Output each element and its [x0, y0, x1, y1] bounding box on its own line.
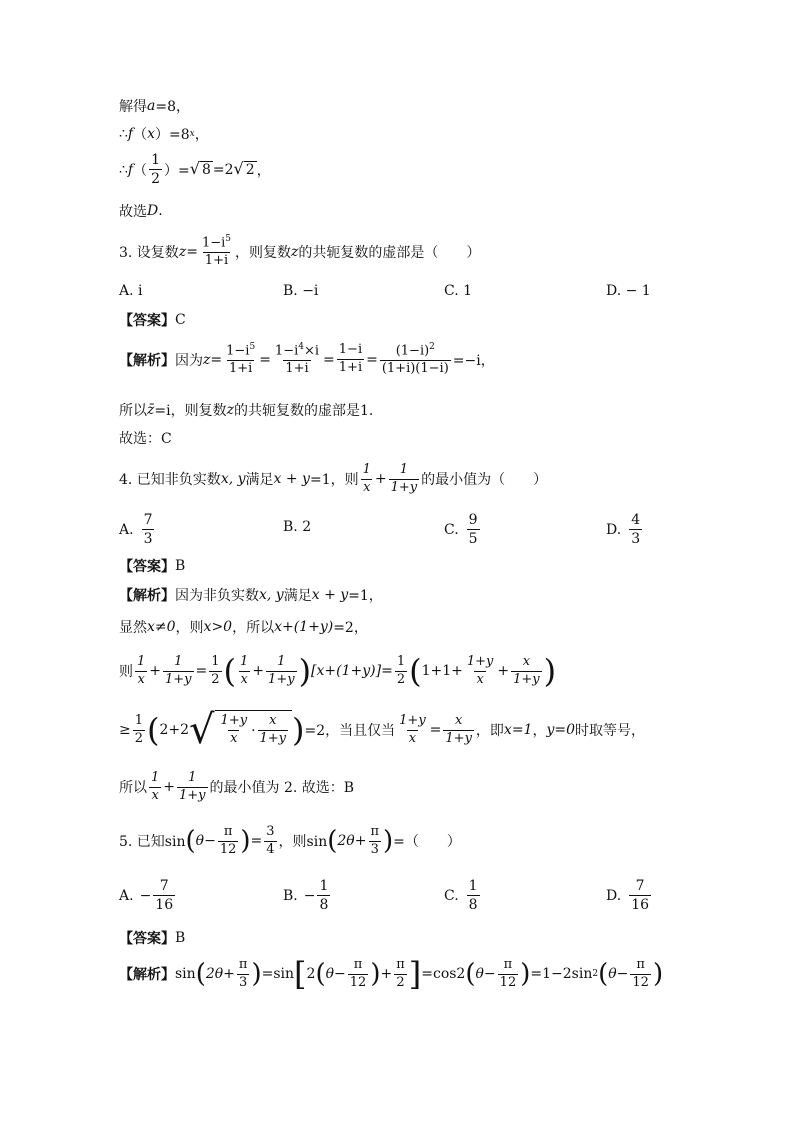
q5-option-b: [283, 878, 332, 913]
q5-answer: [119, 928, 185, 948]
text: 解得: [119, 99, 147, 115]
text: =i，则复数: [154, 403, 227, 419]
q5-option-c: [444, 878, 482, 913]
text: ，: [532, 723, 547, 739]
denominator: 2: [151, 171, 161, 188]
q3-solution: [119, 342, 495, 377]
var-z: z: [291, 243, 299, 260]
answer-tag: 【答案】: [119, 313, 175, 329]
text: =1−2sin: [530, 966, 593, 983]
left-paren: (: [465, 959, 476, 990]
left-paren: (: [409, 652, 422, 691]
fraction: [380, 342, 451, 377]
geq: ≥: [119, 722, 131, 738]
plus: +: [252, 663, 265, 680]
text: ，则: [175, 620, 204, 636]
fraction: [629, 512, 642, 547]
expr: x+(1+y): [274, 619, 334, 635]
text: ，则复数: [235, 244, 291, 261]
fraction: [258, 714, 289, 747]
fraction: [361, 463, 373, 496]
text: 2: [306, 966, 316, 983]
var-d: D: [147, 203, 159, 219]
expr: x=1: [503, 722, 533, 738]
denominator: 2: [211, 671, 220, 687]
denominator: 2: [396, 671, 406, 687]
fraction: [394, 958, 407, 991]
expr: x≠0: [147, 619, 176, 635]
text: ，: [194, 127, 209, 143]
numerator: 1: [151, 152, 161, 168]
text: 故选: [119, 204, 147, 220]
solution-line-a: [119, 96, 190, 116]
numerator: 1: [151, 770, 160, 785]
q4-solution: [119, 585, 383, 605]
therefore: ∴: [119, 161, 128, 178]
numerator: π: [503, 957, 513, 972]
numerator: 1: [399, 462, 409, 477]
numerator: π: [370, 824, 380, 839]
denominator: x: [363, 479, 371, 495]
fraction: [224, 342, 257, 377]
text: =: [186, 243, 198, 260]
text: =1，: [348, 588, 383, 604]
text: 的最小值为 2. 故选：B: [209, 780, 355, 797]
right-paren: ): [543, 652, 557, 691]
q4-solution-line2: [119, 617, 368, 637]
text: 2θ+: [205, 966, 235, 983]
denominator: 1+y: [259, 731, 287, 746]
q3-option-a: A. i: [119, 283, 143, 299]
text: 3. 设复数: [119, 244, 179, 261]
numerator: 7: [159, 878, 169, 894]
fraction: [397, 714, 428, 747]
fraction: [317, 878, 330, 913]
denominator: 1+i: [338, 360, 363, 376]
fraction: [511, 655, 542, 688]
fraction: [465, 655, 496, 688]
question-3: [119, 234, 480, 269]
q4-solution-line3: [119, 652, 557, 691]
fraction: [337, 343, 364, 376]
option-label: C.: [444, 521, 459, 538]
numerator: 1+y: [399, 712, 426, 728]
numerator: 3: [266, 824, 275, 839]
numerator: 1−i: [201, 235, 226, 251]
text: ，: [256, 162, 271, 179]
text: =: [210, 351, 223, 368]
text: .: [158, 203, 163, 219]
text: 显然: [119, 620, 147, 636]
text: =: [323, 351, 335, 368]
left-paren: (: [223, 652, 237, 691]
text: 所以: [119, 403, 147, 419]
denominator: 2: [134, 730, 144, 746]
fraction: [443, 714, 474, 747]
text: ，所以: [232, 620, 275, 636]
sqrt: √ 8: [189, 159, 211, 179]
var-z-bar: z̄: [147, 402, 155, 418]
text: =: [366, 351, 378, 368]
denominator: 8: [319, 897, 329, 914]
text: 时取等号，: [575, 723, 646, 739]
radicand: 2: [245, 162, 255, 179]
fraction: [630, 958, 651, 991]
q4-option-d: [606, 512, 644, 547]
var-z: z: [203, 351, 211, 368]
equals: =: [250, 833, 263, 850]
denominator: x: [230, 731, 238, 746]
var-z: z: [226, 402, 234, 418]
option-label: C.: [444, 887, 459, 904]
left-paren: (: [147, 711, 160, 749]
fraction: [209, 655, 221, 688]
sign: −: [139, 887, 152, 904]
plus: +: [149, 663, 162, 680]
q3-option-b: B. −i: [283, 283, 319, 299]
numerator: 1: [174, 654, 183, 669]
q5-option-a: [119, 878, 177, 913]
question-5: [119, 825, 461, 858]
text: 的共轭复数的虚部是（ ）: [298, 244, 481, 261]
equals: =: [381, 663, 393, 680]
text: 则: [119, 664, 133, 681]
var-x: x: [147, 126, 156, 142]
text: =（ ）: [393, 834, 461, 851]
option-label: B.: [283, 887, 298, 904]
numerator: 1: [137, 654, 146, 669]
denominator: 12: [219, 841, 237, 857]
denominator: 3: [370, 841, 379, 857]
answer-tag: 【答案】: [119, 931, 175, 947]
text: 的共轭复数的虚部是1.: [234, 403, 374, 419]
q3-solution-line3: 故选：C: [119, 431, 172, 447]
fraction: [219, 714, 250, 747]
exponent: 5: [249, 342, 256, 352]
bracket-expr: [x+(1+y)]: [311, 663, 382, 680]
numerator: x: [454, 712, 463, 728]
text: ）=: [164, 162, 190, 179]
numerator: π: [636, 957, 645, 972]
denominator: 1+i: [228, 361, 253, 377]
text: =2: [212, 161, 234, 178]
left-paren: (: [195, 959, 206, 990]
denominator: 3: [143, 531, 153, 548]
text: 满足: [283, 588, 312, 604]
plus: +: [380, 966, 393, 983]
fraction: [264, 825, 276, 858]
text: θ−: [475, 966, 496, 983]
exponent: x: [189, 129, 195, 139]
left-bracket: [: [294, 955, 307, 994]
equals: =: [195, 663, 208, 680]
fraction: [273, 342, 321, 377]
text: 1+1+: [421, 663, 463, 680]
denominator: 16: [155, 897, 174, 914]
solution-line-fx: [119, 124, 209, 144]
fraction: [368, 825, 381, 858]
option-label: A.: [119, 521, 134, 538]
therefore: ∴: [119, 126, 128, 142]
left-paren: (: [315, 959, 326, 990]
right-bracket: ]: [408, 955, 422, 994]
text: （: [133, 162, 148, 179]
sqrt: √ 2: [233, 159, 255, 179]
numerator: 1+y: [466, 654, 494, 669]
fraction: [135, 655, 147, 688]
text: θ−: [608, 966, 629, 983]
q5-option-d: [606, 878, 653, 913]
solution-tag: 【解析】: [119, 967, 175, 984]
numerator: x: [522, 654, 531, 669]
q3-solution-line2: [119, 400, 373, 420]
option-label: D.: [606, 521, 622, 538]
fraction: [467, 512, 480, 547]
fraction: [467, 878, 480, 913]
numerator: π: [223, 824, 233, 839]
sqrt: √ $\frac{1+y}{x}$ · $\frac{x}{1+y}$: [189, 710, 292, 750]
fraction: [142, 512, 155, 547]
text: =1，则: [309, 472, 359, 489]
right-paren: ): [370, 959, 381, 990]
text: =sin: [261, 966, 295, 983]
sign: −: [303, 887, 316, 904]
var-f: f: [127, 161, 134, 178]
numerator: 1: [468, 878, 478, 894]
q5-solution: [119, 955, 664, 994]
option-label: D.: [606, 887, 622, 904]
denominator: 2: [396, 974, 405, 990]
numerator: 9: [468, 512, 478, 528]
text: sin: [175, 966, 196, 983]
denominator: 1+y: [390, 479, 418, 495]
numerator: 4: [631, 512, 641, 528]
equals: =: [429, 722, 442, 738]
right-paren: ): [251, 959, 262, 990]
var-z: z: [178, 243, 187, 260]
text: （: [133, 127, 148, 143]
solution-tag: 【解析】: [119, 352, 175, 369]
denominator: 8: [468, 897, 478, 914]
exponent: 5: [225, 234, 231, 244]
left-paren: (: [185, 826, 196, 857]
var-xy: x, y: [220, 471, 246, 488]
denominator: x: [151, 787, 159, 803]
right-paren: ): [292, 711, 305, 749]
left-paren: (: [598, 959, 609, 990]
numerator: 7: [635, 878, 645, 894]
denominator: 1+y: [513, 671, 540, 687]
fraction: [153, 878, 175, 913]
fraction: [163, 655, 194, 688]
numerator: x: [269, 713, 277, 729]
answer-value: B: [175, 558, 186, 574]
denominator: 16: [631, 897, 650, 914]
numerator: 1−i: [226, 343, 250, 359]
dot: ·: [251, 722, 256, 739]
left-paren: (: [327, 826, 338, 857]
option-label: A.: [119, 887, 134, 904]
denominator: 4: [266, 841, 275, 857]
q4-solution-line5: [119, 771, 354, 804]
var-a: a: [147, 98, 156, 114]
fraction: [348, 958, 369, 991]
right-paren: ): [383, 826, 394, 857]
denominator: 1+i: [285, 361, 309, 377]
answer-value: C: [175, 312, 186, 328]
fraction: [218, 825, 239, 858]
denominator: 1+i: [204, 253, 229, 269]
text: +: [374, 471, 387, 488]
exponent: 2: [429, 342, 435, 352]
numerator: 1−i: [338, 342, 363, 358]
right-paren: ): [652, 959, 664, 990]
q3-option-c: C. 1: [444, 283, 473, 299]
expr: x>0: [203, 619, 233, 635]
numerator: 1−i: [274, 343, 299, 359]
numerator: π: [238, 957, 248, 972]
expr: y=0: [546, 722, 576, 738]
numerator: 1: [277, 654, 286, 669]
text: 因为非负实数: [175, 588, 259, 604]
fraction: [395, 655, 407, 688]
numerator: 1+y: [220, 713, 248, 729]
denominator: x: [408, 730, 417, 746]
text: =2，: [333, 620, 368, 636]
fraction: [629, 878, 651, 913]
numerator: 7: [143, 512, 153, 528]
exponent: 4: [298, 342, 304, 352]
text: 4. 已知非负实数: [119, 472, 221, 489]
text: 5. 已知sin: [119, 834, 186, 851]
text: ）=8: [155, 127, 190, 143]
exponent: 2: [592, 969, 599, 980]
numerator: 1: [240, 654, 249, 669]
text: 2+2: [159, 722, 190, 738]
denominator: 12: [349, 974, 367, 990]
text: =−i，: [452, 352, 495, 369]
text: ，即: [475, 723, 504, 739]
right-paren: ): [240, 826, 251, 857]
denominator: x: [476, 671, 484, 687]
text: θ−: [195, 833, 216, 850]
answer-tag: 【答案】: [119, 559, 175, 575]
fraction: [266, 655, 297, 688]
denominator: (1+i)(1−i): [381, 361, 449, 377]
fraction: [177, 771, 208, 804]
denominator: x: [137, 671, 145, 687]
denominator: x: [240, 671, 248, 687]
solution-tag: 【解析】: [119, 588, 175, 604]
denominator: 12: [632, 974, 649, 990]
text: =2，当且仅当: [304, 723, 396, 739]
fraction: [238, 655, 250, 688]
q4-answer: [119, 556, 185, 576]
fraction: [133, 714, 145, 747]
text: θ−: [325, 966, 346, 983]
numerator: 1: [362, 462, 371, 477]
expr: x + y: [273, 471, 310, 488]
right-paren: ): [520, 959, 531, 990]
text: 2θ+: [337, 833, 367, 850]
solution-line-choice: [119, 201, 163, 221]
denominator: 1+y: [445, 730, 472, 746]
numerator: 1: [319, 878, 329, 894]
q3-option-d: D. − 1: [606, 283, 651, 299]
question-4: [119, 463, 547, 496]
plus: +: [163, 779, 176, 796]
text: 所以: [119, 780, 147, 797]
numerator-tail: ×i: [303, 343, 320, 359]
numerator: 1: [188, 770, 197, 785]
numerator: 1: [134, 712, 144, 728]
fraction: [200, 234, 233, 269]
q4-solution-line4: [119, 707, 646, 753]
denominator: 1+y: [179, 787, 206, 803]
plus: +: [497, 663, 510, 680]
text: =8，: [155, 99, 190, 115]
text: 的最小值为（ ）: [421, 472, 548, 489]
numerator: (1−i): [395, 343, 430, 359]
q4-option-a: [119, 512, 156, 547]
text: 因为: [175, 352, 203, 369]
fraction: [237, 958, 250, 991]
answer-value: B: [175, 930, 186, 946]
fraction-half: [149, 152, 162, 187]
radicand: 8: [201, 162, 211, 179]
numerator: π: [396, 957, 405, 972]
numerator: π: [353, 957, 363, 972]
var-f: f: [127, 126, 134, 142]
q3-answer: [119, 310, 186, 330]
fraction: [149, 771, 161, 804]
text: =: [259, 351, 271, 368]
solution-line-f-half: [119, 152, 271, 187]
numerator: 1: [211, 654, 220, 669]
q4-option-c: [444, 512, 482, 547]
fraction: [498, 958, 519, 991]
denominator: 5: [468, 531, 478, 548]
fraction: [389, 463, 420, 496]
text: 满足: [245, 472, 274, 489]
numerator: 1: [396, 654, 406, 669]
text: ，则sin: [278, 834, 328, 851]
denominator: 1+y: [268, 671, 295, 687]
denominator: 1+y: [165, 671, 192, 687]
expr: x + y: [311, 587, 349, 603]
denominator: 3: [631, 531, 641, 548]
text: =cos2: [421, 966, 466, 983]
q4-option-b: B. 2: [283, 519, 312, 535]
right-paren: ): [298, 652, 312, 691]
var-xy: x, y: [259, 587, 284, 603]
denominator: 3: [239, 974, 248, 990]
denominator: 12: [499, 974, 517, 990]
